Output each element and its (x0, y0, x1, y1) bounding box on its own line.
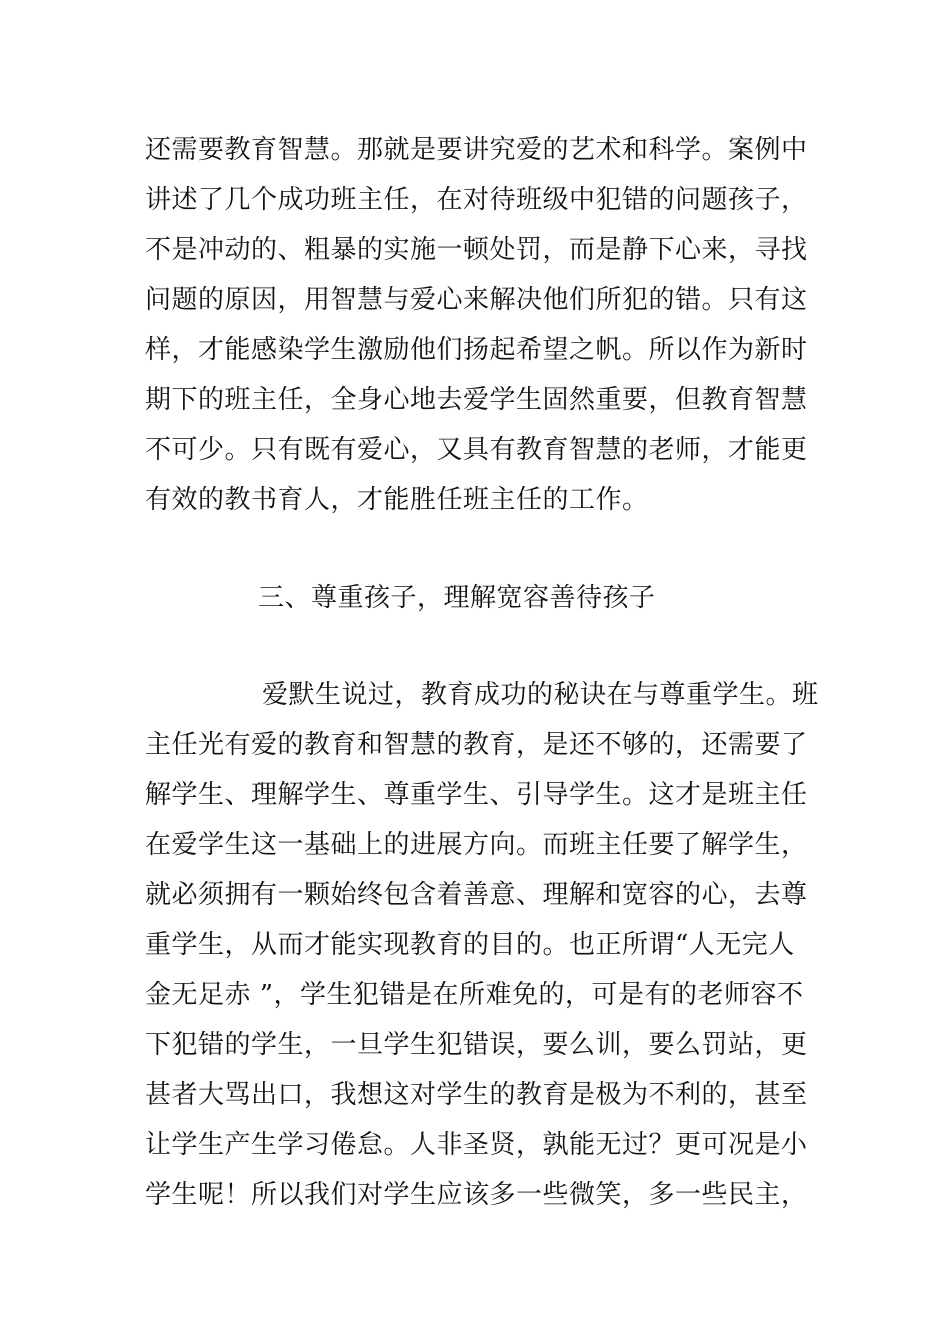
paragraph-line: 不可少。只有既有爱心，又具有教育智慧的老师，才能更 (145, 435, 808, 465)
paragraph-line: 讲述了几个成功班主任，在对待班级中犯错的问题孩子， (145, 185, 808, 215)
paragraph-line: 解学生、理解学生、尊重学生、引导学生。这才是班主任 (145, 780, 808, 810)
paragraph-line: 有效的教书育人，才能胜任班主任的工作。 (145, 485, 649, 515)
paragraph-line: 让学生产生学习倦怠。人非圣贤，孰能无过？更可况是小 (145, 1130, 808, 1160)
section-heading: 三、尊重孩子，理解宽容善待孩子 (258, 583, 656, 613)
paragraph-line: 学生呢！所以我们对学生应该多一些微笑，多一些民主， (145, 1180, 808, 1210)
paragraph-line: 重学生，从而才能实现教育的目的。也正所谓“人无完人 (145, 930, 795, 960)
paragraph-line: 还需要教育智慧。那就是要讲究爱的艺术和科学。案例中 (145, 135, 808, 165)
paragraph-line: 在爱学生这一基础上的进展方向。而班主任要了解学生， (145, 830, 808, 860)
paragraph-line: 主任光有爱的教育和智慧的教育，是还不够的，还需要了 (145, 730, 808, 760)
paragraph-line: 样，才能感染学生激励他们扬起希望之帆。所以作为新时 (145, 335, 808, 365)
paragraph-line: 甚者大骂出口，我想这对学生的教育是极为不利的，甚至 (145, 1080, 808, 1110)
paragraph-line: 下犯错的学生，一旦学生犯错误，要么训，要么罚站，更 (145, 1030, 808, 1060)
paragraph-line: 问题的原因，用智慧与爱心来解决他们所犯的错。只有这 (145, 285, 808, 315)
paragraph-line: 不是冲动的、粗暴的实施一顿处罚，而是静下心来，寻找 (145, 235, 808, 265)
paragraph-line: 金无足赤 ”，学生犯错是在所难免的，可是有的老师容不 (145, 980, 804, 1010)
paragraph-line: 期下的班主任，全身心地去爱学生固然重要，但教育智慧 (145, 385, 808, 415)
paragraph-line: 就必须拥有一颗始终包含着善意、理解和宽容的心，去尊 (145, 880, 808, 910)
paragraph-line: 爱默生说过，教育成功的秘诀在与尊重学生。班 (262, 680, 819, 710)
